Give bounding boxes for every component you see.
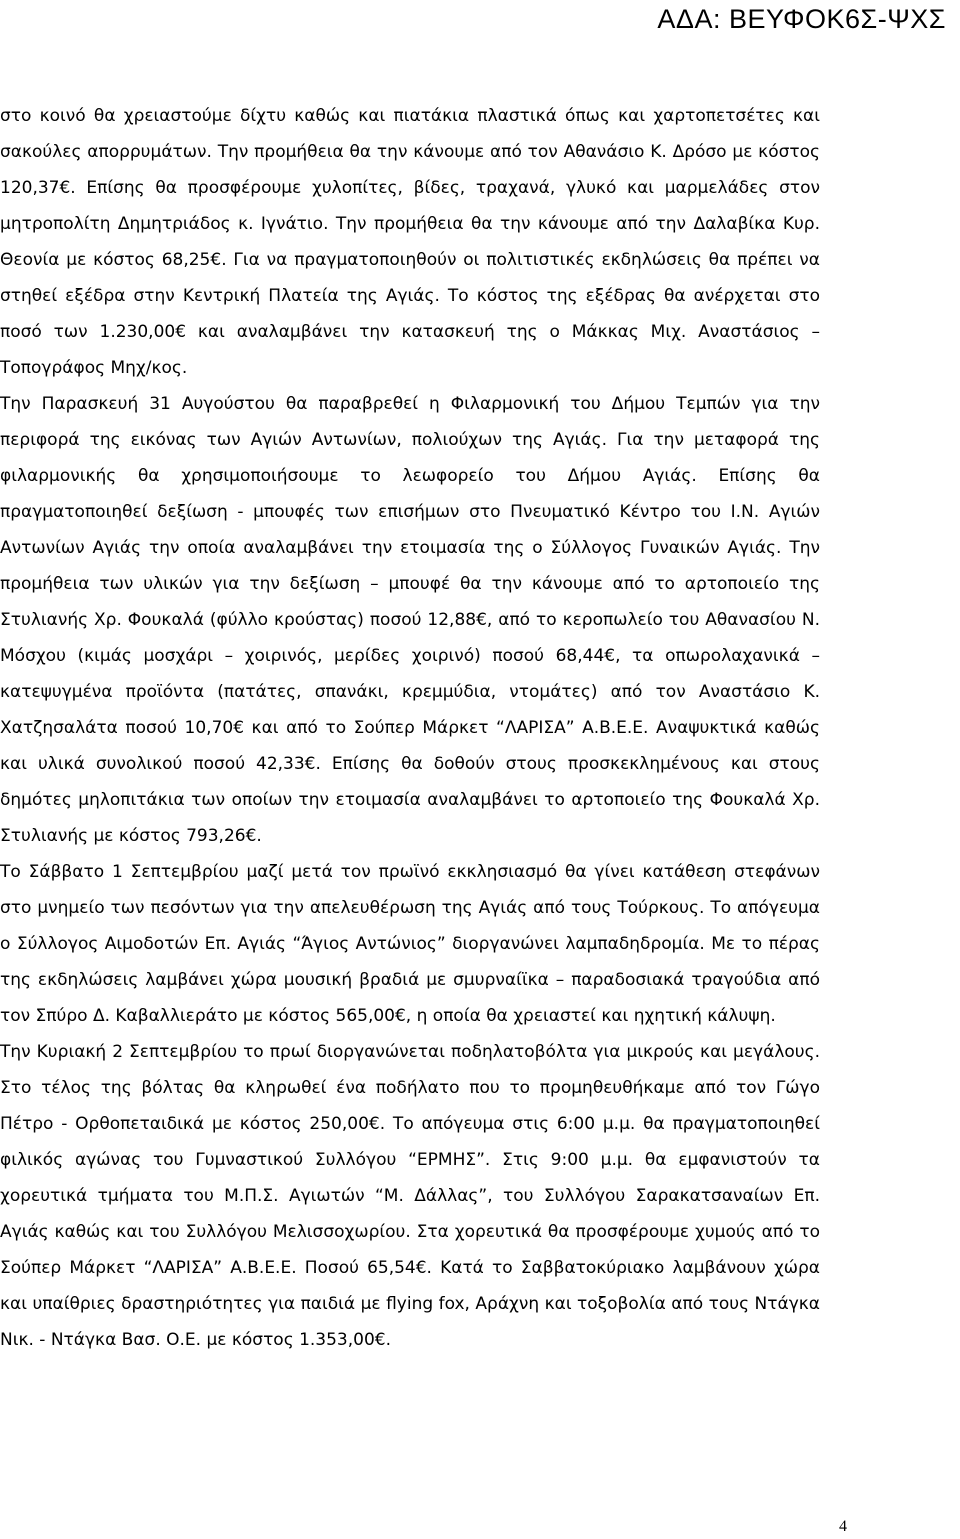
paragraph-2: Την Παρασκευή 31 Αυγούστου θα παραβρεθεί η Φιλαρμονική του Δήμου Τεμπών για την περιφορά της εικόνας των Αγιών Αντωνίων, πολιούχων της Αγιάς. Για την μεταφορά της φιλαρμονικής θα χρησιμοποιήσουμε το λεωφορείο του Δήμου Αγιάς. Επίσης θα πραγματοποιηθεί δεξίωση - μπουφές των επισήμων στο Πνευματικό Κέντρο του Ι.Ν. Αγιών Αντωνίων Αγιάς την οποία αναλαμβάνει την ετοιμασία της ο Σύλλογος Γυναικών Αγιάς. Την προμήθεια των υλικών για την δεξίωση – μπουφέ θα την κάνουμε από το αρτοποιείο της Στυλιανής Χρ. Φουκαλά (φύλλο κρούστας) ποσού 12,88€, από το κερoπωλείο του Αθανασίου Ν. Μόσχου (κιμάς μοσχάρι – χοιρινός, μερίδες χοιρινό) ποσού 68,44€, τα οπωρολαχανικά – κατεψυγμένα προϊόντα (πατάτες, σπανάκι, κρεμμύδια, ντομάτες) από τον Αναστάσιο Κ. Χατζησαλάτα ποσού 10,70€ και από το Σούπερ Μάρκετ “ΛΑΡΙΣΑ” Α.Β.Ε.Ε. Αναψυκτικά καθώς και υλικά συνολικού ποσού 42,33€. Επίσης θα δοθούν στους προσκεκλημένους και στους δημότες μηλοπιτάκια των οποίων την ετοιμασία αναλαμβάνει το αρτοποιείο της Φουκαλά Χρ. Στυλιανής με κόστος 793,26€. [0, 394, 820, 846]
paragraph-3: Το Σάββατο 1 Σεπτεμβρίου μαζί μετά τον πρωϊνό εκκλησιασμό θα γίνει κατάθεση στεφάνων στο μνημείο των πεσόντων για την απελευθέρωση της Αγιάς από τους Τούρκους. Το απόγευμα ο Σύλλογος Αιμοδοτών Επ. Αγιάς “Άγιος Αντώνιος” διοργανώνει λαμπαδηδρομία. Με το πέρας της εκδηλώσεις λαμβάνει χώρα μουσική βραδιά με σμυρναίϊκα – παραδοσιακά τραγούδια από τον Σπύρο Δ. Καβαλλιεράτο με κόστος 565,00€, η οποία θα χρειαστεί και ηχητική κάλυψη. [0, 862, 820, 1026]
document-body [0, 98, 820, 1358]
page-number: 4 [839, 1518, 847, 1535]
paragraph-1: στο κοινό θα χρειαστούμε δίχτυ καθώς και πιατάκια πλαστικά όπως και χαρτοπετσέτες και σακούλες απορρυμάτων. Την προμήθεια θα την κάνουμε από τον Αθανάσιο Κ. Δρόσο με κόστος 120,37€. Επίσης θα προσφέρουμε χυλοπίτες, βίδες, τραχανά, γλυκό και μαρμελάδες στον μητροπολίτη Δημητριάδος κ. Ιγνάτιο. Την προμήθεια θα την κάνουμε από την Δαλαβίκα Κυρ. Θεονία με κόστος 68,25€. Για να πραγματοποιηθούν οι πολιτιστικές εκδηλώσεις θα πρέπει να στηθεί εξέδρα στην Κεντρική Πλατεία της Αγιάς. Το κόστος της εξέδρας θα ανέρχεται στο ποσό των 1.230,00€ και αναλαμβάνει την κατασκευή της ο Μάκκας Μιχ. Αναστάσιος – Τοπογράφος Μηχ/κος. [0, 106, 820, 378]
paragraph-4: Την Κυριακή 2 Σεπτεμβρίου το πρωί διοργανώνεται ποδηλατοβόλτα για μικρούς και μεγάλους. Στο τέλος της βόλτας θα κληρωθεί ένα ποδήλατο που το προμηθευθήκαμε από τον Γώγο Πέτρο - Ορθοπεταιδικά με κόστος 250,00€. Το απόγευμα στις 6:00 μ.μ. θα πραγματοποιηθεί φιλικός αγώνας του Γυμναστικού Συλλόγου “ΕΡΜΗΣ”. Στις 9:00 μ.μ. θα εμφανιστούν τα χορευτικά τμήματα του Μ.Π.Σ. Αγιωτών “Μ. Δάλλας”, του Συλλόγου Σαρακατσαναίων Επ. Αγιάς καθώς και του Συλλόγου Μελισσοχωρίου. Στα χορευτικά θα προσφέρουμε χυμούς από το Σούπερ Μάρκετ “ΛΑΡΙΣΑ” Α.Β.Ε.Ε. Ποσού 65,54€. Κατά το Σαββατοκύριακο λαμβάνουν χώρα και υπαίθριες δραστηριότητες για παιδιά με flying fox, Αράχνη και τοξοβολία από τους Ντάγκα Νικ. - Ντάγκα Βασ. Ο.Ε. με κόστος 1.353,00€. [0, 1042, 820, 1350]
ada-header: ΑΔΑ: ΒΕΥΦΟΚ6Σ-ΨΧΣ [657, 4, 946, 34]
